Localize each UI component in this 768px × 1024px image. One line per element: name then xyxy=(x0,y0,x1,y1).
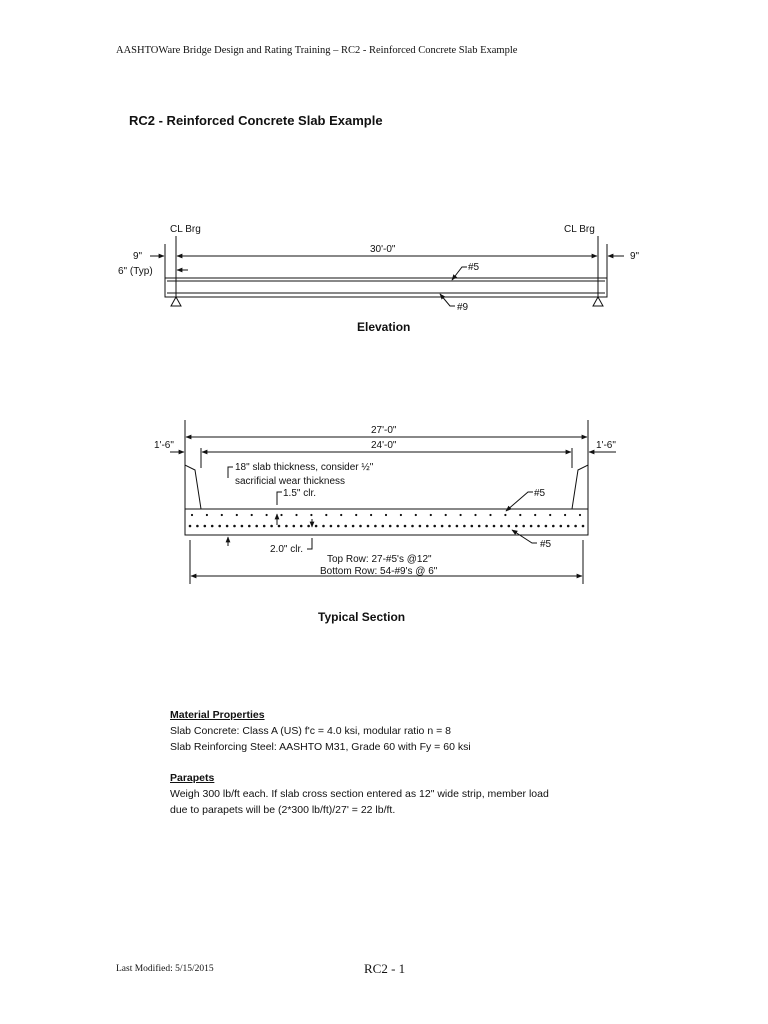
leader-top-bar-section xyxy=(506,492,533,511)
material-line-concrete: Slab Concrete: Class A (US) f'c = 4.0 ksi, modular ratio n = 8 xyxy=(170,725,451,737)
top-rebar-dot xyxy=(474,514,476,516)
bottom-rebar-dot xyxy=(248,525,251,528)
top-rebar-dot xyxy=(221,514,223,516)
top-rebar-dot xyxy=(251,514,253,516)
material-properties-heading: Material Properties xyxy=(170,709,265,721)
bottom-rebar-dot xyxy=(300,525,303,528)
bottom-rebar-dot xyxy=(241,525,244,528)
top-bar-label: #5 xyxy=(468,262,480,273)
bottom-rebar-dot xyxy=(537,525,540,528)
parapets-heading: Parapets xyxy=(170,772,215,784)
overhang-label-right: 1'-6" xyxy=(596,440,616,451)
bottom-rebar-dot xyxy=(307,525,310,528)
page-title: RC2 - Reinforced Concrete Slab Example xyxy=(129,113,383,128)
top-row-note: Top Row: 27-#5's @12" xyxy=(327,554,432,565)
bottom-rebar-dot xyxy=(426,525,429,528)
bottom-rebar-dot xyxy=(404,525,407,528)
bottom-rebar-dot xyxy=(367,525,370,528)
top-rebar-dot xyxy=(191,514,193,516)
end-dim-label-right: 9" xyxy=(630,251,640,262)
bottom-rebar-dot xyxy=(263,525,266,528)
elevation-caption: Elevation xyxy=(357,320,411,334)
bottom-rebar-dot xyxy=(344,525,347,528)
end-dim-label-left: 9" xyxy=(133,251,143,262)
top-bar-label-section: #5 xyxy=(534,488,546,499)
leader-note xyxy=(228,467,233,478)
slab-section xyxy=(185,509,588,535)
bottom-rebar-dot xyxy=(278,525,281,528)
material-line-steel: Slab Reinforcing Steel: AASHTO M31, Grade 60 with Fy = 60 ksi xyxy=(170,741,471,753)
last-modified: Last Modified: 5/15/2015 xyxy=(116,964,214,974)
bottom-rebar-dot xyxy=(478,525,481,528)
bottom-clr-label: 2.0" clr. xyxy=(270,544,304,555)
leader-bottom-clr xyxy=(307,538,312,549)
top-rebar-dot xyxy=(579,514,581,516)
top-rebar-dot xyxy=(280,514,282,516)
bottom-rebar-dot xyxy=(337,525,340,528)
bottom-rebar-dot xyxy=(441,525,444,528)
bottom-rebar-dot xyxy=(567,525,570,528)
parapet-left xyxy=(185,465,201,509)
bottom-rebar-dot xyxy=(226,525,229,528)
bottom-rebar-dot xyxy=(218,525,221,528)
top-rebar-dot xyxy=(325,514,327,516)
top-rebar-dot xyxy=(370,514,372,516)
bottom-rebar-dot xyxy=(433,525,436,528)
bottom-rebar-dot xyxy=(582,525,585,528)
bottom-rebar-dot xyxy=(552,525,555,528)
top-rebar-dot xyxy=(340,514,342,516)
clear-width-label: 24'-0" xyxy=(371,440,397,451)
bottom-rebar-dot xyxy=(352,525,355,528)
bottom-rebar-dot xyxy=(508,525,511,528)
bottom-rebar-dot xyxy=(456,525,459,528)
bottom-rebar-dot xyxy=(374,525,377,528)
top-rebar-row xyxy=(191,514,581,516)
bottom-rebar-dot xyxy=(255,525,258,528)
bottom-rebar-dot xyxy=(574,525,577,528)
parapet-right xyxy=(572,465,588,509)
bottom-rebar-dot xyxy=(270,525,273,528)
top-rebar-dot xyxy=(310,514,312,516)
span-label: 30'-0" xyxy=(370,244,396,255)
top-rebar-dot xyxy=(460,514,462,516)
cl-brg-label-left: CL Brg xyxy=(170,224,201,235)
leader-top-clr xyxy=(277,492,282,505)
top-rebar-dot xyxy=(564,514,566,516)
top-rebar-dot xyxy=(430,514,432,516)
bottom-row-note: Bottom Row: 54-#9's @ 6" xyxy=(320,566,438,577)
parapets-line2: due to parapets will be (2*300 lb/ft)/27' = 22 lb/ft. xyxy=(170,804,396,816)
bottom-rebar-row xyxy=(189,525,585,528)
parapets-section xyxy=(170,770,549,818)
bottom-rebar-dot xyxy=(315,525,318,528)
top-rebar-dot xyxy=(266,514,268,516)
slab-note-line2: sacrificial wear thickness xyxy=(235,476,346,487)
top-rebar-dot xyxy=(415,514,417,516)
top-rebar-dot xyxy=(385,514,387,516)
bottom-bar-label: #9 xyxy=(457,302,469,313)
top-clr-label: 1.5" clr. xyxy=(283,488,317,499)
typ-dim-label: 6" (Typ) xyxy=(118,266,153,277)
bottom-rebar-dot xyxy=(382,525,385,528)
bottom-rebar-dot xyxy=(560,525,563,528)
top-rebar-dot xyxy=(206,514,208,516)
section-caption: Typical Section xyxy=(318,610,406,624)
running-header: AASHTOWare Bridge Design and Rating Training – RC2 - Reinforced Concrete Slab Example xyxy=(116,45,518,56)
bottom-rebar-dot xyxy=(448,525,451,528)
bearing-right-icon xyxy=(593,297,603,306)
bottom-bar-label-section: #5 xyxy=(540,539,552,550)
page-number: RC2 - 1 xyxy=(364,961,406,976)
top-rebar-dot xyxy=(549,514,551,516)
bottom-rebar-dot xyxy=(359,525,362,528)
bottom-rebar-dot xyxy=(471,525,474,528)
bottom-rebar-dot xyxy=(411,525,414,528)
bottom-rebar-dot xyxy=(522,525,525,528)
bottom-rebar-dot xyxy=(493,525,496,528)
bottom-rebar-dot xyxy=(189,525,192,528)
top-rebar-dot xyxy=(534,514,536,516)
top-rebar-dot xyxy=(400,514,402,516)
bottom-rebar-dot xyxy=(419,525,422,528)
material-properties xyxy=(170,707,471,755)
leader-bottom-bar xyxy=(440,294,455,306)
leader-bottom-bar-section xyxy=(512,530,537,543)
bottom-rebar-dot xyxy=(322,525,325,528)
bottom-rebar-dot xyxy=(463,525,466,528)
bottom-rebar-dot xyxy=(500,525,503,528)
top-rebar-dot xyxy=(504,514,506,516)
bottom-rebar-dot xyxy=(196,525,199,528)
top-rebar-dot xyxy=(519,514,521,516)
overhang-label-left: 1'-6" xyxy=(154,440,174,451)
top-rebar-dot xyxy=(295,514,297,516)
slab-note-line1: 18" slab thickness, consider ½" xyxy=(235,462,374,473)
top-rebar-dot xyxy=(489,514,491,516)
bearing-left-icon xyxy=(171,297,181,306)
bottom-rebar-dot xyxy=(204,525,207,528)
top-rebar-dot xyxy=(236,514,238,516)
bottom-rebar-dot xyxy=(530,525,533,528)
bottom-rebar-dot xyxy=(396,525,399,528)
bottom-rebar-dot xyxy=(293,525,296,528)
overall-width-label: 27'-0" xyxy=(371,425,397,436)
bottom-rebar-dot xyxy=(211,525,214,528)
bottom-rebar-dot xyxy=(515,525,518,528)
bottom-rebar-dot xyxy=(285,525,288,528)
bottom-rebar-dot xyxy=(545,525,548,528)
cl-brg-label-right: CL Brg xyxy=(564,224,595,235)
parapets-line1: Weigh 300 lb/ft each. If slab cross section entered as 12" wide strip, member load xyxy=(170,788,549,800)
bottom-rebar-dot xyxy=(389,525,392,528)
bottom-rebar-dot xyxy=(233,525,236,528)
top-rebar-dot xyxy=(355,514,357,516)
bottom-rebar-dot xyxy=(330,525,333,528)
bottom-rebar-dot xyxy=(485,525,488,528)
top-rebar-dot xyxy=(445,514,447,516)
